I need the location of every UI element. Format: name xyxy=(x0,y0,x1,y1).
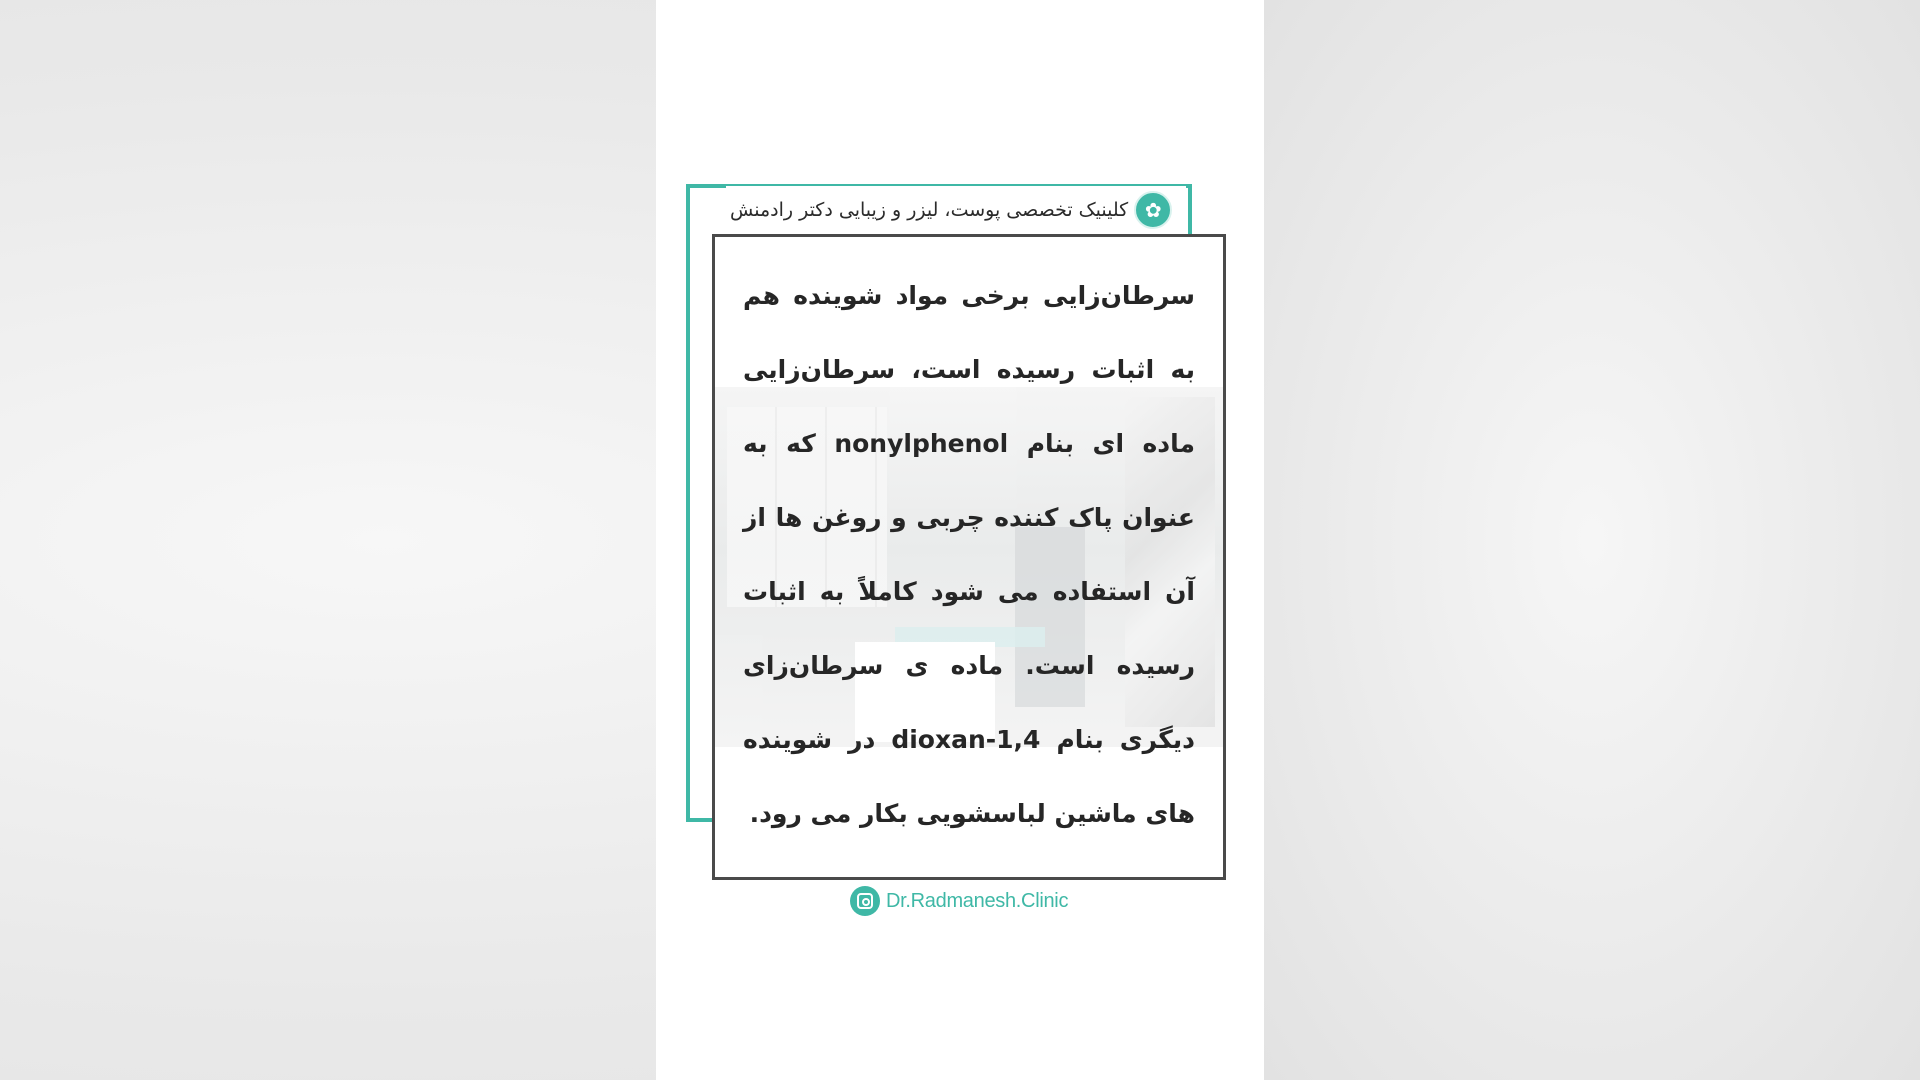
instagram-icon xyxy=(850,886,880,916)
right-background xyxy=(1264,0,1920,1080)
clinic-header xyxy=(726,186,1186,234)
clinic-logo-icon: ✿ xyxy=(1134,191,1172,229)
clinic-title: کلینیک تخصصی پوست، لیزر و زیبایی دکتر رادمنش xyxy=(730,199,1129,221)
body-paragraph: سرطان‌زایی برخی مواد شوینده هم به اثبات رسیده است، سرطان‌زایی ماده ای بنام nonylphenol که به عنوان پاک کننده چربی و روغن ها از آن استفاده می شود کاملاً به اثبات رسیده است. ماده ی سرطان‌زای دیگری بنام 1,4-dioxan در شوینده های ماشین لباسشویی بکار می رود. xyxy=(743,281,1195,828)
content-card xyxy=(712,234,1226,880)
handle-text: Dr.Radmanesh.Clinic xyxy=(886,889,1069,912)
instagram-handle[interactable] xyxy=(850,884,1068,918)
